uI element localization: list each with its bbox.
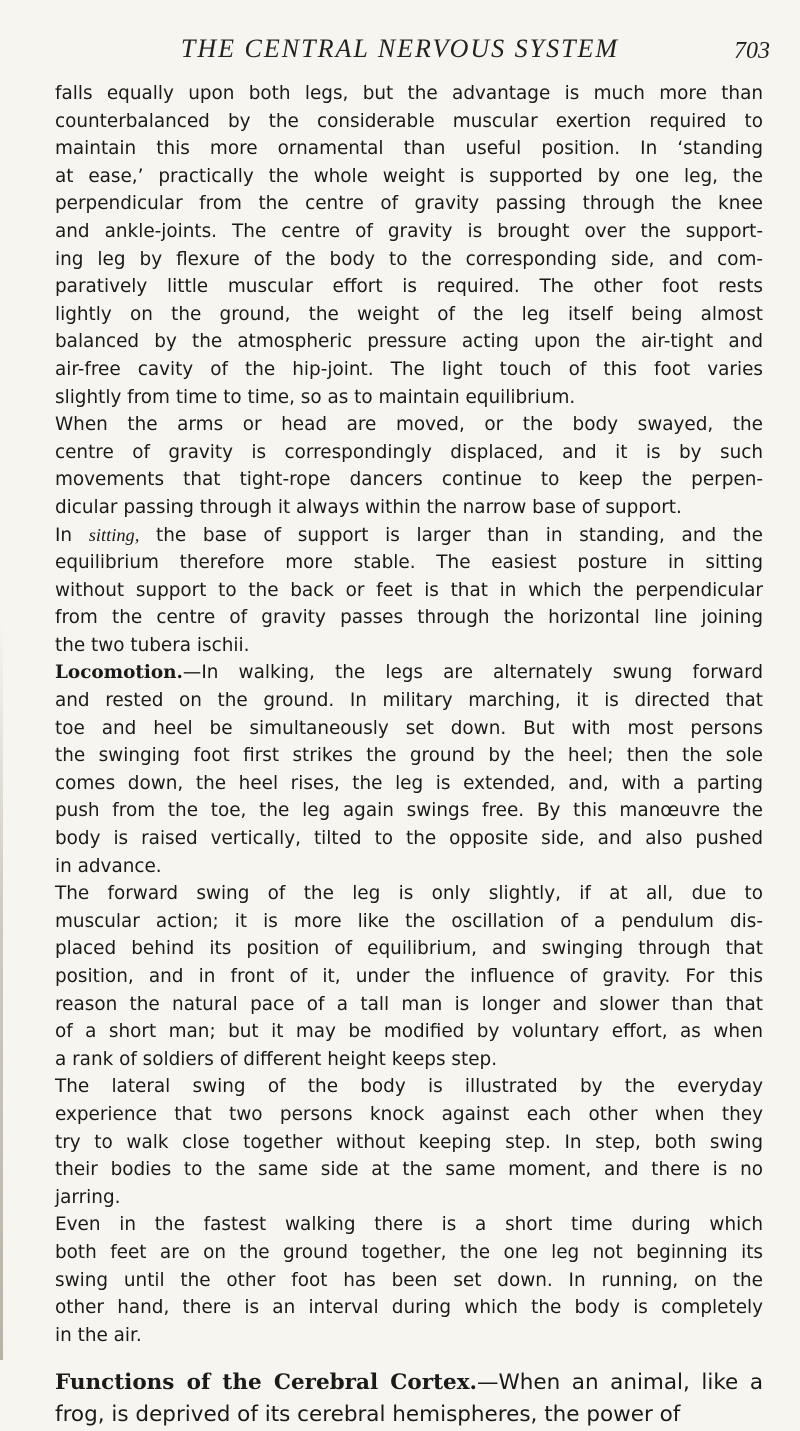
- text-line: Even in the fastest walking there is a short time during which: [55, 1214, 763, 1236]
- cortex-heading: Functions of the Cerebral Cortex.: [55, 1370, 478, 1396]
- text-line: their bodies to the same side at the same moment, and there is no: [55, 1159, 763, 1181]
- text-line: toe and heel be simultaneously set down. But with most persons: [55, 717, 763, 739]
- text-line: perpendicular from the centre of gravity passing through the knee: [55, 193, 763, 215]
- text-line: and ankle-joints. The centre of gravity is brought over the support-: [55, 220, 763, 242]
- text-line: push from the toe, the leg again swings free. By this manœuvre the: [55, 800, 763, 822]
- text-line: of a short man; but it may be modified by voluntary effort, as when: [55, 1021, 763, 1043]
- body-text: [55, 80, 763, 1431]
- page-spine-shadow: [0, 620, 3, 1360]
- text-line: jarring.: [55, 1186, 121, 1208]
- text-line: body is raised vertically, tilted to the opposite side, and also pushed: [55, 828, 763, 850]
- sitting-prefix: In: [55, 524, 89, 546]
- locomotion-heading: Locomotion.: [55, 662, 183, 684]
- text-line: position, and in front of it, under the influence of gravity. For this: [55, 966, 763, 987]
- text-line: falls equally upon both legs, but the advantage is much more than: [55, 83, 763, 104]
- running-title: THE CENTRAL NERVOUS SYSTEM: [180, 34, 620, 63]
- text-line: The forward swing of the leg is only slightly, if at all, due to: [55, 883, 763, 905]
- text-line: The lateral swing of the body is illustrated by the everyday: [55, 1076, 763, 1098]
- text-line: comes down, the heel rises, the leg is extended, and, with a parting: [55, 772, 763, 794]
- text-line-rest: —When an animal, like a: [477, 1370, 763, 1396]
- sitting-term: sitting,: [88, 524, 140, 545]
- text-line: When the arms or head are moved, or the body swayed, the: [55, 414, 763, 436]
- text-line: the swinging foot first strikes the ground by the heel; then the sole: [55, 745, 763, 767]
- text-line: experience that two persons knock against each other when they: [55, 1103, 763, 1125]
- text-line: other hand, there is an interval during which the body is completely: [55, 1297, 763, 1319]
- text-line: movements that tight-rope dancers continue to keep the perpen-: [55, 469, 763, 491]
- text-line: centre of gravity is correspondingly displaced, and it is by such: [55, 441, 763, 463]
- text-line: slightly from time to time, so as to maintain equilibrium.: [55, 386, 576, 408]
- text-line: reason the natural pace of a tall man is longer and slower than that: [55, 993, 763, 1015]
- text-line: dicular passing through it always within the narrow base of support.: [55, 496, 682, 518]
- text-line: at ease,’ practically the whole weight is supported by one leg, the: [55, 165, 763, 187]
- text-line: frog, is deprived of its cerebral hemispheres, the power of: [55, 1402, 681, 1428]
- text-line: without support to the back or feet is that in which the perpendicular: [55, 579, 763, 601]
- text-line: in advance.: [55, 855, 162, 877]
- text-line: try to walk close together without keeping step. In step, both swing: [55, 1131, 763, 1153]
- text-line-locomotion: [55, 659, 763, 687]
- text-line: balanced by the atmospheric pressure acting upon the air-tight and: [55, 331, 763, 353]
- text-line-rest: the base of support is larger than in standing, and the: [156, 524, 763, 546]
- text-line: counterbalanced by the considerable muscular exertion required to: [55, 110, 763, 132]
- text-line-cortex: [55, 1367, 763, 1399]
- text-line: both feet are on the ground together, the one leg not beginning its: [55, 1241, 763, 1263]
- text-line: muscular action; it is more like the oscillation of a pendulum dis-: [55, 910, 763, 932]
- text-line: ing leg by flexure of the body to the corresponding side, and com-: [55, 248, 763, 270]
- text-line: in the air.: [55, 1324, 142, 1346]
- text-line-sitting: [55, 522, 763, 550]
- text-line: equilibrium therefore more stable. The easiest posture in sitting: [55, 552, 763, 574]
- text-line: swing until the other foot has been set down. In running, on the: [55, 1269, 763, 1291]
- text-line: placed behind its position of equilibrium, and swinging through that: [55, 938, 763, 960]
- text-line: from the centre of gravity passes through the horizontal line joining: [55, 607, 763, 629]
- text-line: maintain this more ornamental than useful position. In ‘standing: [55, 138, 763, 160]
- page-number: 703: [734, 38, 770, 64]
- text-line: the two tubera ischii.: [55, 634, 250, 656]
- text-line: lightly on the ground, the weight of the leg itself being almost: [55, 303, 763, 325]
- text-line: a rank of soldiers of different height keeps step.: [55, 1048, 498, 1070]
- text-line: paratively little muscular effort is required. The other foot rests: [55, 276, 763, 298]
- paragraph-gap: [55, 1349, 763, 1367]
- text-line-rest: —In walking, the legs are alternately swung forward: [182, 662, 763, 684]
- text-line: air-free cavity of the hip-joint. The light touch of this foot varies: [55, 358, 763, 380]
- page-header: [0, 34, 800, 74]
- text-line: and rested on the ground. In military marching, it is directed that: [55, 690, 763, 712]
